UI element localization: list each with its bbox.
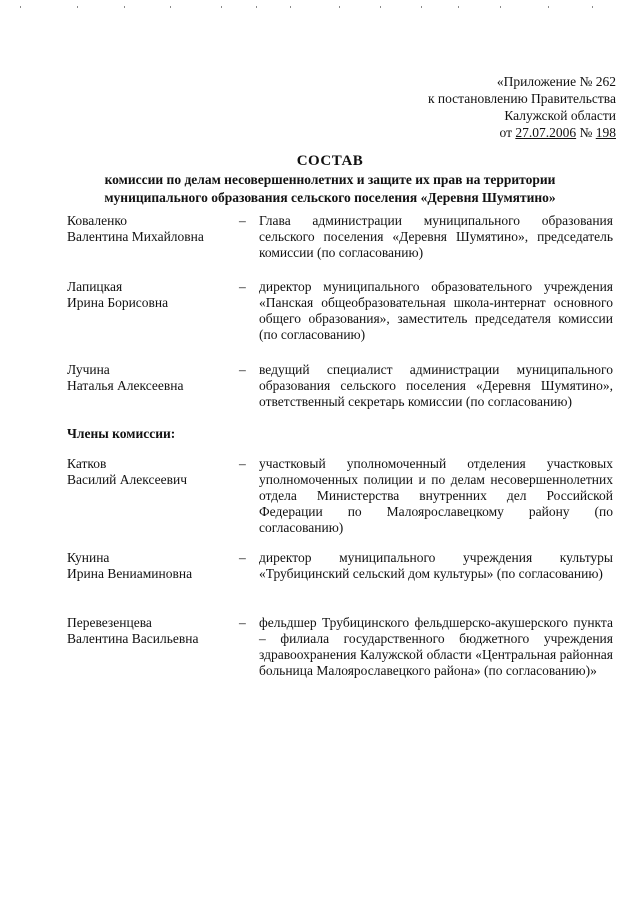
person-role: фельдшер Трубицинского фельдшерско-акушерского пункта – филиала государственного бюджетного учреждения здравоохранения Калужской области «Центральная районная больница Малоярославецкого района» (по согласованию)» [259, 615, 613, 678]
separator-dash: – [239, 362, 246, 377]
title-line-1: комиссии по делам несовершеннолетних и защите их прав на территории [104, 172, 556, 187]
annex-line-3: Калужской области [504, 108, 616, 123]
person-given-names: Валентина Михайловна [67, 229, 204, 244]
person-name [67, 362, 242, 394]
annex-line-1: «Приложение № 262 [496, 74, 616, 89]
members-heading: Члены комиссии: [67, 426, 176, 441]
person-name [67, 456, 242, 488]
scan-artifacts [0, 6, 640, 10]
person-name [67, 279, 242, 311]
annex-date-line [316, 124, 616, 141]
person-name [67, 615, 242, 647]
annex-date-prefix: от [499, 125, 516, 140]
separator-dash: – [239, 279, 246, 294]
person-surname: Катков [67, 456, 107, 471]
person-given-names: Ирина Борисовна [67, 295, 169, 310]
separator-dash: – [239, 615, 246, 630]
person-role: ведущий специалист администрации муниципального образования сельского поселения «Деревня Шумятино», ответственный секретарь комиссии (по согласованию) [259, 362, 613, 409]
person-given-names: Валентина Васильевна [67, 631, 199, 646]
person-role: директор муниципального учреждения культуры «Трубицинский сельский дом культуры» (по согласованию) [259, 550, 613, 581]
person-given-names: Василий Алексеевич [67, 472, 188, 487]
title-line-2: муниципального образования сельского поселения «Деревня Шумятино» [104, 190, 556, 205]
annex-date: 27.07.2006 [515, 125, 577, 140]
person-role: директор муниципального образовательного учреждения «Панская общеобразовательная школа-интернат основного общего образования», заместитель председателя комиссии (по согласованию) [259, 279, 613, 342]
separator-dash: – [239, 456, 246, 471]
annex-line-2: к постановлению Правительства [427, 91, 616, 106]
annex-number-prefix: № [576, 125, 596, 140]
person-role: Глава администрации муниципального образования сельского поселения «Деревня Шумятино», председатель комиссии (по согласованию) [259, 213, 613, 260]
document-title [30, 152, 630, 206]
person-surname: Перевезенцева [67, 615, 152, 630]
person-surname: Лучина [67, 362, 110, 377]
separator-dash: – [239, 550, 246, 565]
separator-dash: – [239, 213, 246, 228]
person-name [67, 213, 242, 245]
person-surname: Кунина [67, 550, 110, 565]
annex-header [316, 73, 616, 141]
person-given-names: Ирина Вениаминовна [67, 566, 193, 581]
person-surname: Коваленко [67, 213, 127, 228]
person-given-names: Наталья Алексеевна [67, 378, 184, 393]
person-role: участковый уполномоченный отделения участковых уполномоченных полиции и по делам несовершеннолетних отдела Министерства внутренних дел Российской Федерации по Малоярославецкому району (по согласованию) [259, 456, 613, 535]
person-name [67, 550, 242, 582]
title-main: СОСТАВ [296, 153, 364, 169]
person-surname: Лапицкая [67, 279, 123, 294]
annex-number: 198 [595, 125, 616, 140]
